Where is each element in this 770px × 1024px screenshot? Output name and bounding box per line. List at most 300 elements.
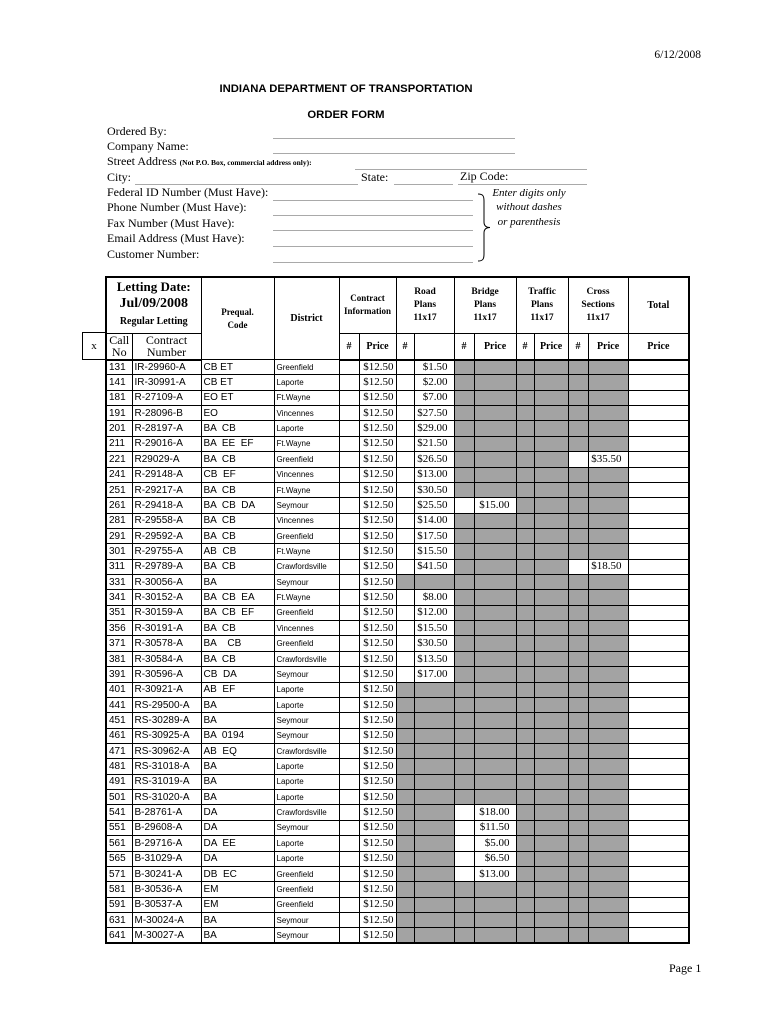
contract-qty-cell[interactable]	[339, 820, 359, 835]
traffic-qty-cell	[516, 774, 534, 789]
contract-qty-cell[interactable]	[339, 575, 359, 590]
prequal-code-cell: DA	[201, 805, 274, 820]
letting-date-header	[106, 277, 201, 333]
traffic-price-cell	[534, 805, 568, 820]
call-no-cell: 341	[106, 590, 132, 605]
prequal-code-cell: BA CB	[201, 559, 274, 574]
contract-qty-cell[interactable]	[339, 498, 359, 513]
contract-price-cell: $12.50	[359, 743, 396, 758]
road-price-cell	[414, 820, 454, 835]
cross-qty-cell	[568, 805, 588, 820]
bridge-qty-cell	[454, 621, 474, 636]
cross-price-cell	[588, 805, 628, 820]
contract-qty-cell[interactable]	[339, 605, 359, 620]
road-qty-cell[interactable]	[396, 452, 414, 467]
call-no-cell: 581	[106, 882, 132, 897]
table-row	[106, 636, 689, 651]
contract-price-cell: $12.50	[359, 836, 396, 851]
company-name-field[interactable]	[273, 140, 515, 154]
total-price-cell	[628, 636, 689, 651]
cross-price-cell	[588, 482, 628, 497]
contract-price-cell: $12.50	[359, 697, 396, 712]
district-cell: Vincennes	[274, 621, 339, 636]
call-no-cell: 351	[106, 605, 132, 620]
contract-qty-cell[interactable]	[339, 528, 359, 543]
cross-price-cell	[588, 498, 628, 513]
bridge-qty-cell[interactable]	[454, 498, 474, 513]
zip-code-field[interactable]	[458, 171, 587, 185]
road-qty-cell[interactable]	[396, 406, 414, 421]
road-qty-cell[interactable]	[396, 360, 414, 375]
traffic-price-cell	[534, 882, 568, 897]
contract-qty-cell[interactable]	[339, 452, 359, 467]
digits-note-line: without dashes	[496, 201, 562, 213]
contract-qty-cell[interactable]	[339, 743, 359, 758]
total-price-cell	[628, 897, 689, 912]
contract-number-cell: R-30056-A	[132, 575, 201, 590]
contract-number-cell: R-29789-A	[132, 559, 201, 574]
road-price-cell	[414, 897, 454, 912]
road-qty-cell[interactable]	[396, 482, 414, 497]
traffic-qty-cell	[516, 866, 534, 881]
contract-qty-cell[interactable]	[339, 805, 359, 820]
road-qty-cell	[396, 882, 414, 897]
call-no-cell: 371	[106, 636, 132, 651]
road-price-cell	[414, 866, 454, 881]
prequal-code-cell: BA 0194	[201, 728, 274, 743]
contract-price-cell: $12.50	[359, 667, 396, 682]
cross-qty-cell	[568, 743, 588, 758]
cross-qty-cell	[568, 851, 588, 866]
traffic-qty-cell	[516, 897, 534, 912]
cross-price-cell	[588, 390, 628, 405]
road-qty-cell[interactable]	[396, 421, 414, 436]
contract-number-cell: RS-31020-A	[132, 790, 201, 805]
contract-qty-cell[interactable]	[339, 360, 359, 375]
contract-price-cell: $12.50	[359, 528, 396, 543]
bridge-qty-cell	[454, 774, 474, 789]
total-price-cell	[628, 452, 689, 467]
contract-qty-cell[interactable]	[339, 774, 359, 789]
cross-price-cell	[588, 820, 628, 835]
traffic-qty-cell	[516, 375, 534, 390]
contract-number-cell: R-29755-A	[132, 544, 201, 559]
contract-qty-cell[interactable]	[339, 851, 359, 866]
table-header-row	[106, 277, 689, 333]
contract-qty-cell[interactable]	[339, 559, 359, 574]
cross-qty-cell	[568, 406, 588, 421]
road-qty-cell[interactable]	[396, 636, 414, 651]
cross-price-cell	[588, 575, 628, 590]
road-qty-cell[interactable]	[396, 436, 414, 451]
traffic-price-cell	[534, 897, 568, 912]
road-qty-cell[interactable]	[396, 559, 414, 574]
road-qty-cell	[396, 805, 414, 820]
contract-price-cell: $12.50	[359, 774, 396, 789]
road-price-cell	[414, 774, 454, 789]
traffic-price-cell	[534, 667, 568, 682]
cross-qty-cell	[568, 590, 588, 605]
total-price-cell	[628, 790, 689, 805]
traffic-qty-header: #	[516, 333, 534, 360]
prequal-code-header	[201, 277, 274, 360]
bridge-qty-cell[interactable]	[454, 805, 474, 820]
table-row	[106, 467, 689, 482]
prequal-code-cell: BA CB	[201, 651, 274, 666]
prequal-code-cell: BA	[201, 575, 274, 590]
road-qty-cell[interactable]	[396, 528, 414, 543]
email-address-field[interactable]	[273, 233, 473, 247]
call-no-cell: 491	[106, 774, 132, 789]
contract-qty-cell[interactable]	[339, 682, 359, 697]
bridge-qty-cell[interactable]	[454, 851, 474, 866]
contract-number-cell: B-31029-A	[132, 851, 201, 866]
cross-price-cell	[588, 544, 628, 559]
contract-qty-cell[interactable]	[339, 390, 359, 405]
cross-price-cell: $35.50	[588, 452, 628, 467]
traffic-qty-cell	[516, 743, 534, 758]
cross-qty-cell	[568, 375, 588, 390]
call-no-cell: 631	[106, 912, 132, 927]
road-qty-cell[interactable]	[396, 467, 414, 482]
call-no-cell: 591	[106, 897, 132, 912]
bridge-price-cell	[474, 513, 516, 528]
contract-info-line: Information	[344, 306, 392, 317]
call-no-line: Call	[109, 333, 130, 347]
contract-number-cell: R-28197-A	[132, 421, 201, 436]
contracts-table	[105, 276, 690, 944]
cross-sections-line: Cross	[586, 286, 610, 297]
bridge-price-cell	[474, 912, 516, 927]
cross-price-cell	[588, 651, 628, 666]
contract-qty-header: #	[339, 333, 359, 360]
contract-qty-cell[interactable]	[339, 467, 359, 482]
bridge-qty-cell[interactable]	[454, 836, 474, 851]
bridge-price-cell	[474, 406, 516, 421]
contract-number-cell: B-29608-A	[132, 820, 201, 835]
road-price-cell: $41.50	[414, 559, 454, 574]
bridge-price-cell	[474, 651, 516, 666]
cross-qty-cell	[568, 544, 588, 559]
prequal-code-cell: BA CB EF	[201, 605, 274, 620]
district-cell: Greenfield	[274, 636, 339, 651]
road-qty-cell	[396, 697, 414, 712]
contract-price-cell: $12.50	[359, 406, 396, 421]
traffic-qty-cell	[516, 805, 534, 820]
table-subheader-row	[106, 333, 689, 360]
cross-qty-cell	[568, 651, 588, 666]
contract-number-cell: R-29418-A	[132, 498, 201, 513]
traffic-price-cell	[534, 482, 568, 497]
road-qty-cell[interactable]	[396, 544, 414, 559]
road-price-cell	[414, 836, 454, 851]
road-qty-cell	[396, 728, 414, 743]
contract-qty-cell[interactable]	[339, 897, 359, 912]
cross-price-cell	[588, 866, 628, 881]
cross-price-cell	[588, 759, 628, 774]
street-address-field[interactable]	[355, 156, 587, 170]
call-no-cell: 565	[106, 851, 132, 866]
call-no-cell: 441	[106, 697, 132, 712]
city-label: City:	[107, 170, 132, 184]
call-no-cell: 451	[106, 713, 132, 728]
road-price-cell: $30.50	[414, 482, 454, 497]
road-qty-header: #	[396, 333, 414, 360]
road-qty-cell	[396, 759, 414, 774]
district-cell: Seymour	[274, 713, 339, 728]
cross-price-cell	[588, 697, 628, 712]
contract-number-cell: R-30578-A	[132, 636, 201, 651]
call-no-line: No	[111, 345, 127, 359]
call-no-cell: 481	[106, 759, 132, 774]
total-price-cell	[628, 498, 689, 513]
contract-number-cell: R-28096-B	[132, 406, 201, 421]
district-cell: Greenfield	[274, 360, 339, 375]
cross-qty-cell	[568, 513, 588, 528]
road-qty-cell	[396, 912, 414, 927]
contract-number-cell: R-30159-A	[132, 605, 201, 620]
prequal-code-cell: BA	[201, 713, 274, 728]
total-price-cell	[628, 682, 689, 697]
traffic-qty-cell	[516, 513, 534, 528]
cross-qty-cell[interactable]	[568, 452, 588, 467]
traffic-qty-cell	[516, 482, 534, 497]
cross-qty-cell	[568, 605, 588, 620]
total-price-cell	[628, 544, 689, 559]
cross-qty-cell	[568, 467, 588, 482]
contract-qty-cell[interactable]	[339, 590, 359, 605]
call-no-cell: 356	[106, 621, 132, 636]
bridge-qty-cell	[454, 528, 474, 543]
federal-id-field[interactable]	[273, 187, 473, 201]
bridge-price-cell	[474, 728, 516, 743]
cross-price-cell	[588, 467, 628, 482]
district-cell: Vincennes	[274, 467, 339, 482]
call-no-cell: 241	[106, 467, 132, 482]
traffic-qty-cell	[516, 636, 534, 651]
traffic-price-cell	[534, 836, 568, 851]
contract-qty-cell[interactable]	[339, 667, 359, 682]
road-price-cell: $26.50	[414, 452, 454, 467]
contract-qty-cell[interactable]	[339, 636, 359, 651]
traffic-price-cell	[534, 697, 568, 712]
traffic-price-cell	[534, 375, 568, 390]
total-price-cell	[628, 436, 689, 451]
customer-number-field[interactable]	[273, 249, 473, 263]
district-header-label: District	[290, 313, 323, 324]
contract-price-cell: $12.50	[359, 375, 396, 390]
prequal-code-cell: EO	[201, 406, 274, 421]
federal-id-label: Federal ID Number (Must Have):	[107, 185, 269, 199]
road-qty-cell[interactable]	[396, 390, 414, 405]
cross-price-cell: $18.50	[588, 559, 628, 574]
table-row	[106, 513, 689, 528]
road-price-cell: $15.50	[414, 544, 454, 559]
road-qty-cell	[396, 836, 414, 851]
contract-number-cell: B-30537-A	[132, 897, 201, 912]
road-price-cell: $17.50	[414, 528, 454, 543]
cross-price-cell	[588, 621, 628, 636]
cross-price-cell	[588, 928, 628, 943]
fax-number-field[interactable]	[273, 217, 473, 231]
contract-price-cell: $12.50	[359, 621, 396, 636]
road-qty-cell[interactable]	[396, 513, 414, 528]
table-row	[106, 774, 689, 789]
contract-qty-cell[interactable]	[339, 482, 359, 497]
call-no-cell: 221	[106, 452, 132, 467]
contract-price-cell: $12.50	[359, 882, 396, 897]
road-price-header	[414, 333, 454, 360]
traffic-qty-cell	[516, 882, 534, 897]
prequal-code-cell: BA CB DA	[201, 498, 274, 513]
contract-number-cell: R-30596-A	[132, 667, 201, 682]
traffic-price-cell	[534, 452, 568, 467]
street-address-note: (Not P.O. Box, commercial address only):	[179, 158, 312, 167]
contract-price-cell: $12.50	[359, 866, 396, 881]
table-row	[106, 713, 689, 728]
contract-qty-cell[interactable]	[339, 912, 359, 927]
contract-price-cell: $12.50	[359, 467, 396, 482]
traffic-price-cell	[534, 390, 568, 405]
phone-number-field[interactable]	[273, 202, 473, 216]
cross-price-cell	[588, 636, 628, 651]
district-cell: Laporte	[274, 697, 339, 712]
road-qty-cell	[396, 851, 414, 866]
contract-price-cell: $12.50	[359, 851, 396, 866]
road-price-cell: $13.00	[414, 467, 454, 482]
bridge-qty-cell	[454, 713, 474, 728]
road-qty-cell[interactable]	[396, 667, 414, 682]
contract-qty-cell[interactable]	[339, 882, 359, 897]
table-row	[106, 790, 689, 805]
road-qty-cell[interactable]	[396, 375, 414, 390]
call-no-cell: 281	[106, 513, 132, 528]
city-field[interactable]	[135, 171, 358, 185]
contract-qty-cell[interactable]	[339, 513, 359, 528]
contract-qty-cell[interactable]	[339, 697, 359, 712]
contract-qty-cell[interactable]	[339, 544, 359, 559]
cross-qty-cell	[568, 882, 588, 897]
cross-qty-cell	[568, 575, 588, 590]
traffic-qty-cell	[516, 390, 534, 405]
traffic-plans-line: 11x17	[530, 312, 554, 323]
road-qty-cell[interactable]	[396, 621, 414, 636]
cross-qty-cell	[568, 482, 588, 497]
contract-number-cell: B-29716-A	[132, 836, 201, 851]
cross-qty-cell[interactable]	[568, 559, 588, 574]
contract-qty-cell[interactable]	[339, 621, 359, 636]
bridge-qty-cell	[454, 467, 474, 482]
contract-qty-cell[interactable]	[339, 651, 359, 666]
contracts-table-body	[106, 360, 689, 944]
bridge-price-cell	[474, 774, 516, 789]
prequal-code-cell: AB CB	[201, 544, 274, 559]
road-qty-cell[interactable]	[396, 498, 414, 513]
district-cell: Laporte	[274, 759, 339, 774]
contract-qty-cell[interactable]	[339, 728, 359, 743]
contract-qty-cell[interactable]	[339, 421, 359, 436]
table-row	[106, 651, 689, 666]
bridge-price-cell	[474, 421, 516, 436]
cross-qty-cell	[568, 820, 588, 835]
contract-number-cell: M-30027-A	[132, 928, 201, 943]
total-price-cell	[628, 820, 689, 835]
total-header-label: Total	[647, 299, 670, 311]
road-qty-cell[interactable]	[396, 590, 414, 605]
ordered-by-field[interactable]	[273, 125, 515, 139]
contract-qty-cell[interactable]	[339, 866, 359, 881]
road-price-cell: $2.00	[414, 375, 454, 390]
bridge-price-cell	[474, 375, 516, 390]
cross-price-cell	[588, 436, 628, 451]
district-cell: Laporte	[274, 851, 339, 866]
road-qty-cell[interactable]	[396, 605, 414, 620]
contract-qty-cell[interactable]	[339, 790, 359, 805]
road-price-cell	[414, 743, 454, 758]
traffic-price-cell	[534, 713, 568, 728]
district-cell: Laporte	[274, 421, 339, 436]
cross-price-header: Price	[588, 333, 628, 360]
bridge-price-cell	[474, 743, 516, 758]
traffic-qty-cell	[516, 498, 534, 513]
contract-price-cell: $12.50	[359, 575, 396, 590]
state-field[interactable]	[394, 171, 453, 185]
bridge-qty-cell[interactable]	[454, 866, 474, 881]
contract-qty-cell[interactable]	[339, 406, 359, 421]
contract-qty-cell[interactable]	[339, 713, 359, 728]
table-row	[106, 667, 689, 682]
table-row	[106, 728, 689, 743]
traffic-qty-cell	[516, 667, 534, 682]
contract-qty-cell[interactable]	[339, 375, 359, 390]
contract-price-cell: $12.50	[359, 728, 396, 743]
total-price-header: Price	[628, 333, 689, 360]
contract-qty-cell[interactable]	[339, 928, 359, 943]
table-row	[106, 882, 689, 897]
contract-price-cell: $12.50	[359, 759, 396, 774]
bridge-qty-cell[interactable]	[454, 820, 474, 835]
table-row	[106, 866, 689, 881]
total-price-cell	[628, 697, 689, 712]
letting-date-label: Letting Date:	[116, 279, 191, 294]
district-cell: Laporte	[274, 790, 339, 805]
traffic-price-cell	[534, 621, 568, 636]
cross-qty-cell	[568, 421, 588, 436]
state-label: State:	[361, 170, 389, 184]
total-price-cell	[628, 575, 689, 590]
bridge-qty-cell	[454, 605, 474, 620]
contract-qty-cell[interactable]	[339, 436, 359, 451]
prequal-code-cell: BA CB	[201, 636, 274, 651]
total-price-cell	[628, 728, 689, 743]
contract-qty-cell[interactable]	[339, 759, 359, 774]
table-row	[106, 851, 689, 866]
road-qty-cell[interactable]	[396, 651, 414, 666]
traffic-price-cell	[534, 528, 568, 543]
road-price-cell	[414, 697, 454, 712]
road-qty-cell	[396, 682, 414, 697]
prequal-code-cell: BA	[201, 790, 274, 805]
table-row	[106, 682, 689, 697]
contract-qty-cell[interactable]	[339, 836, 359, 851]
district-cell: Greenfield	[274, 897, 339, 912]
contract-price-cell: $12.50	[359, 820, 396, 835]
cross-qty-cell	[568, 912, 588, 927]
form-title: ORDER FORM	[307, 109, 385, 121]
bridge-qty-cell	[454, 759, 474, 774]
bridge-price-cell	[474, 436, 516, 451]
table-row	[106, 928, 689, 943]
